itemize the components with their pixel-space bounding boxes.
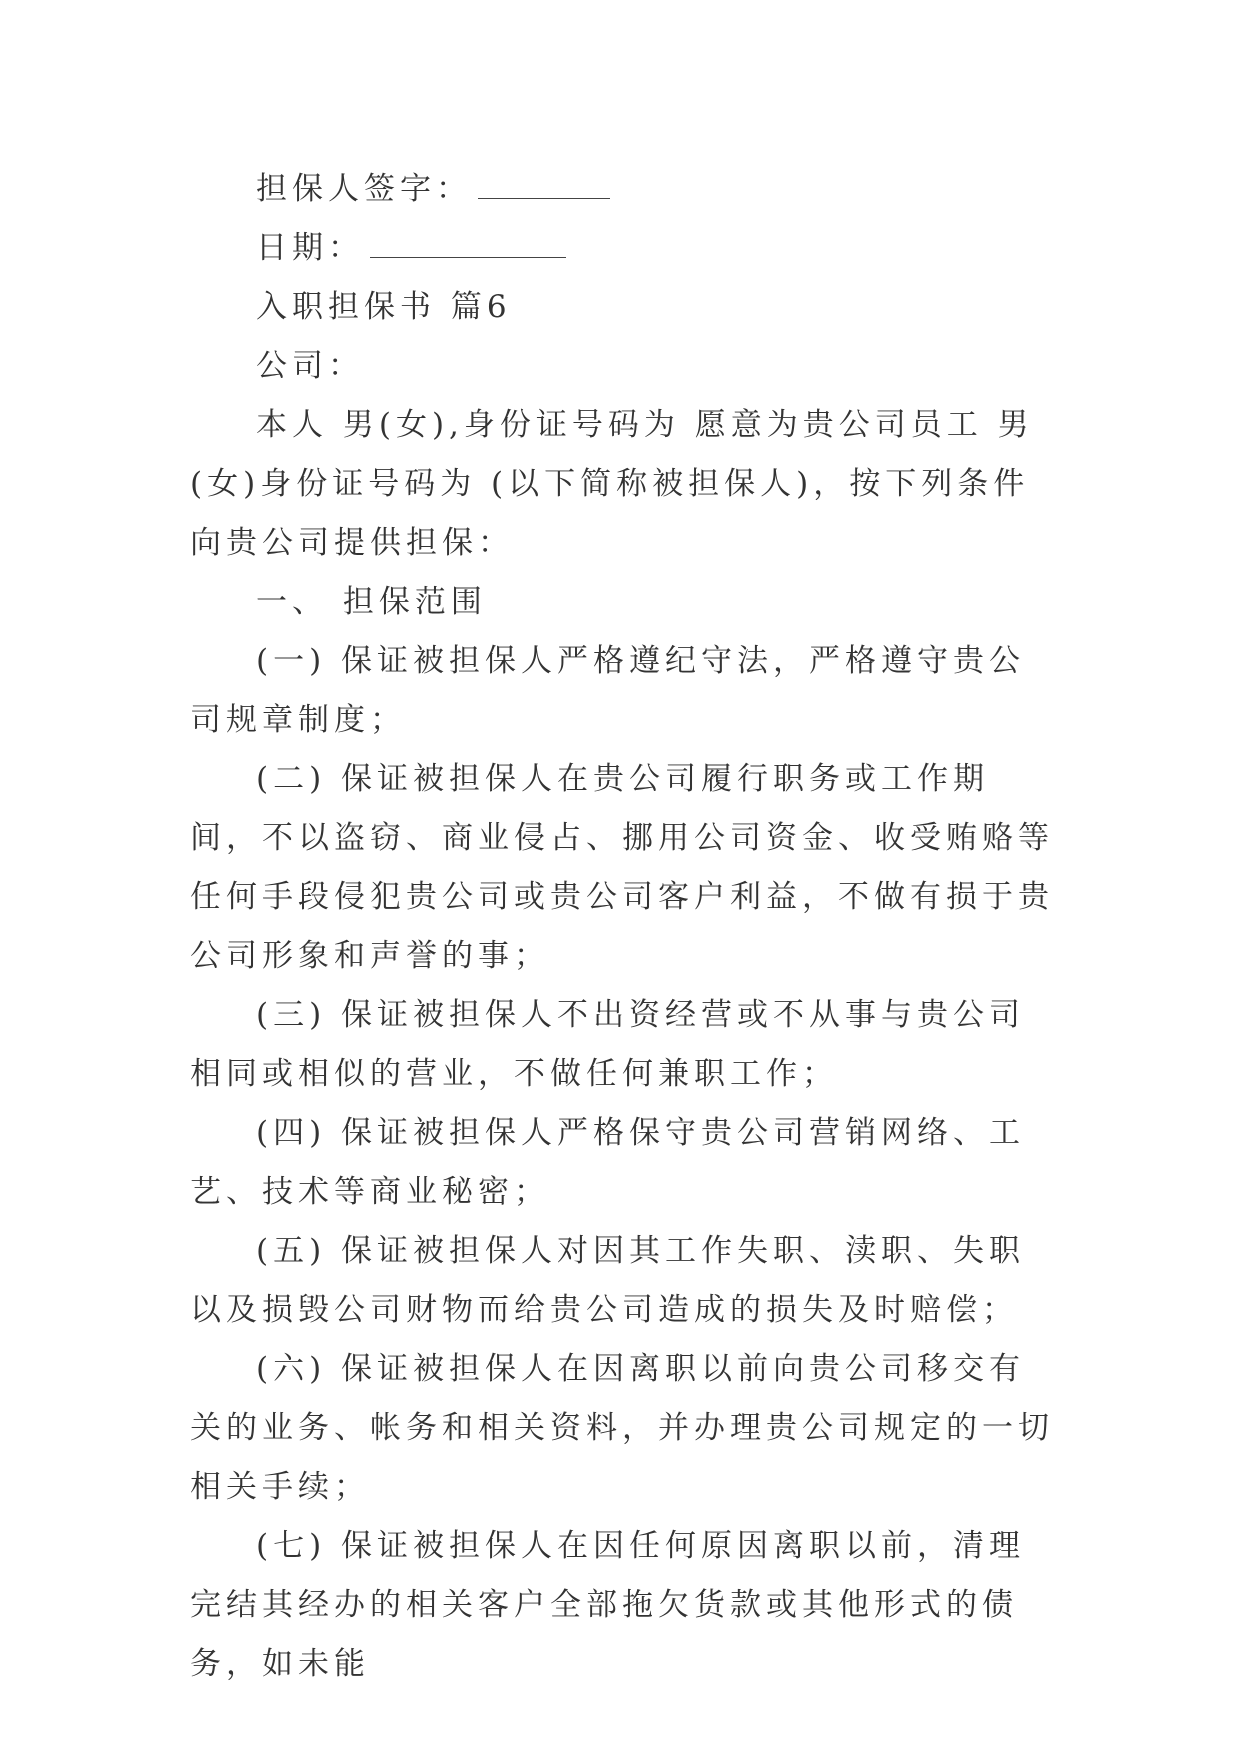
section-title: 入职担保书 篇6 <box>256 289 512 325</box>
signature-label: 担保人签字： <box>256 171 472 207</box>
paragraph-intro: 本人 男(女),身份证号码为 愿意为贵公司员工 男(女)身份证号码为 (以下简称被担保人)，按下列条件向贵公司提供担保： <box>190 407 1034 561</box>
addressee: 公司： <box>256 348 364 384</box>
clause-7: (七) 保证被担保人在因任何原因离职以前，清理完结其经办的相关客户全部拖欠货款或其他形式的债务，如未能 <box>190 1528 1026 1682</box>
clause-4: (四) 保证被担保人严格保守贵公司营销网络、工艺、技术等商业秘密； <box>190 1115 1026 1210</box>
clause-1: (一) 保证被担保人严格遵纪守法，严格遵守贵公司规章制度； <box>190 643 1026 738</box>
date-line <box>190 219 1060 278</box>
signature-line <box>190 160 1060 219</box>
clause-5: (五) 保证被担保人对因其工作失职、渎职、失职以及损毁公司财物而给贵公司造成的损失及时赔偿； <box>190 1233 1026 1328</box>
date-blank <box>370 233 566 258</box>
clause-6: (六) 保证被担保人在因离职以前向贵公司移交有关的业务、帐务和相关资料，并办理贵公司规定的一切相关手续； <box>190 1351 1054 1505</box>
clause-3: (三) 保证被担保人不出资经营或不从事与贵公司相同或相似的营业，不做任何兼职工作； <box>190 997 1026 1092</box>
date-label: 日期： <box>256 230 364 266</box>
document-body <box>190 160 1060 1694</box>
heading-guarantee-scope: 一、 担保范围 <box>256 584 487 620</box>
clause-2: (二) 保证被担保人在贵公司履行职务或工作期间，不以盗窃、商业侵占、挪用公司资金、收受贿赂等任何手段侵犯贵公司或贵公司客户利益，不做有损于贵公司形象和声誉的事； <box>190 761 1054 974</box>
signature-blank <box>478 174 610 199</box>
